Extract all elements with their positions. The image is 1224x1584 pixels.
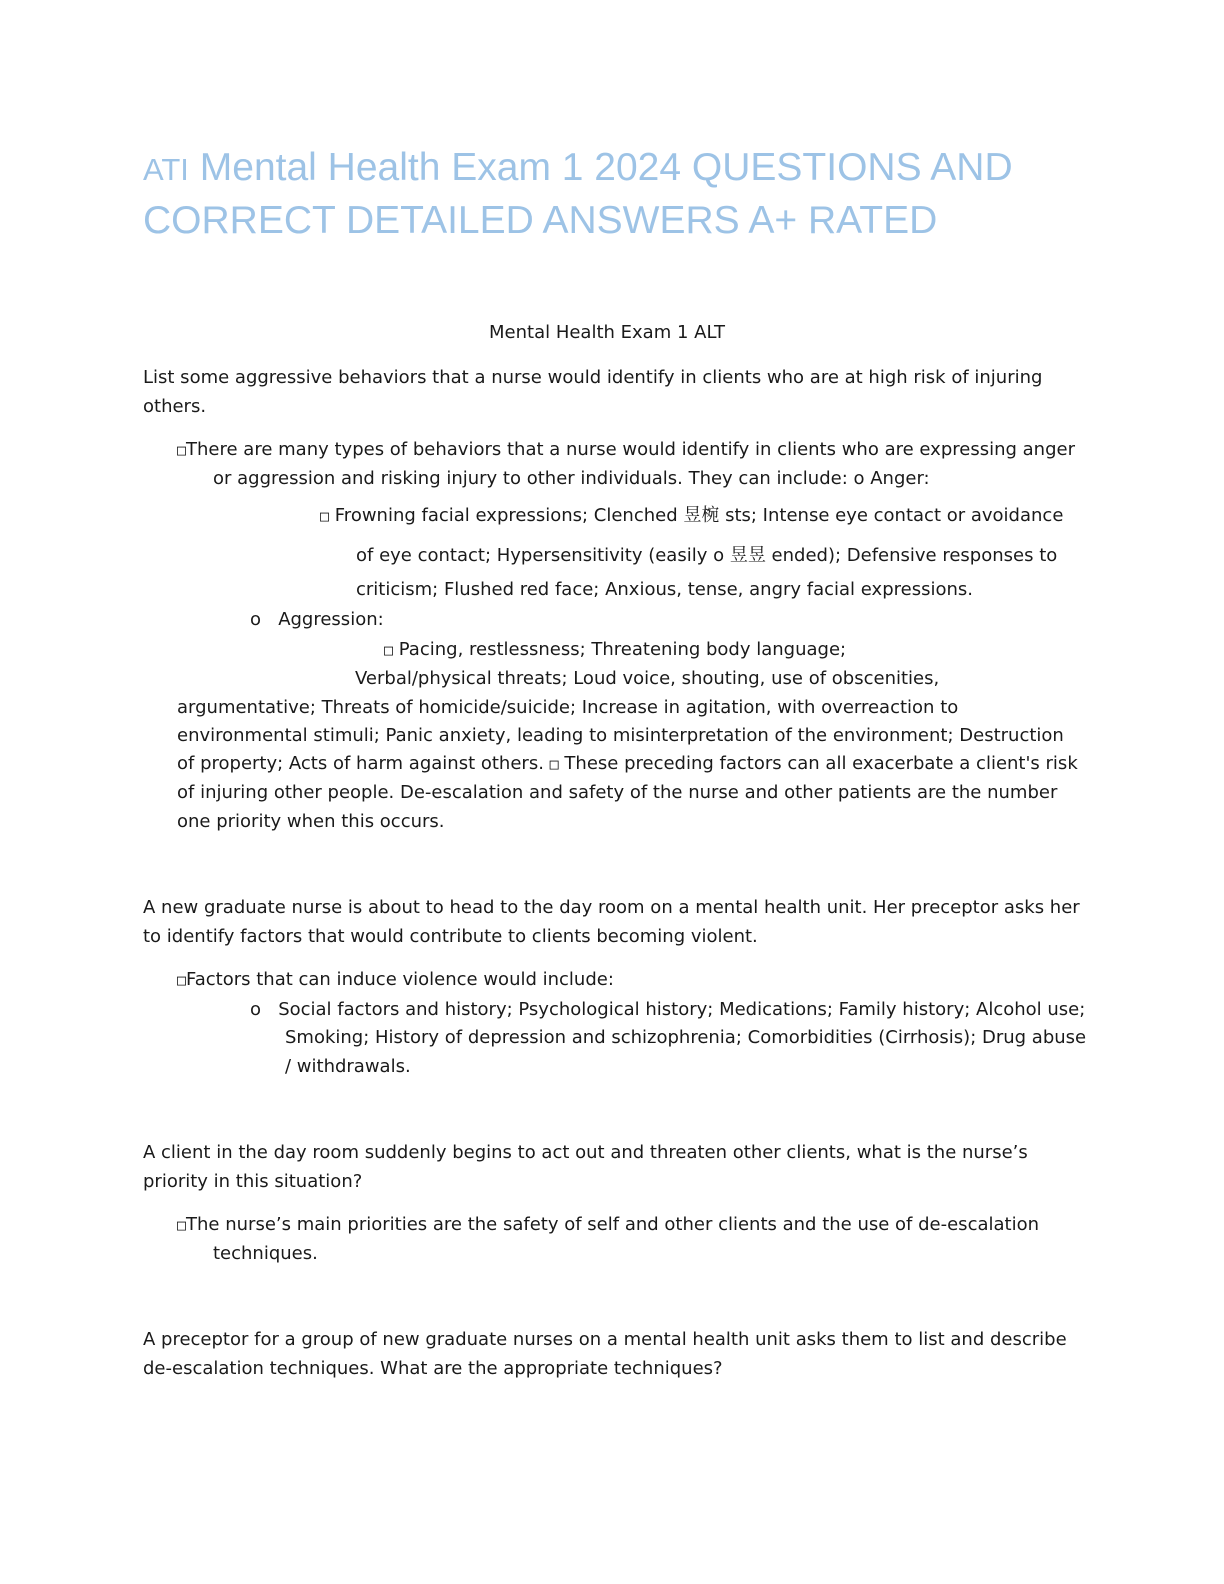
answer-2-sub-line-2: Smoking; History of depression and schizophrenia; Comorbidities (Cirrhosis); Drug abuse xyxy=(285,1027,1087,1048)
square-bullet-icon: □ xyxy=(549,755,559,773)
question-2-line-1: A new graduate nurse is about to head to the day room on a mental health unit. Her preceptor asks her xyxy=(143,897,1080,918)
anger-line-3: criticism; Flushed red face; Anxious, tense, angry facial expressions. xyxy=(356,579,973,600)
square-bullet-icon: □ xyxy=(320,507,330,525)
question-1-line-1: List some aggressive behaviors that a nurse would identify in clients who are at high risk of injuring xyxy=(143,367,1043,388)
aggression-line-5 xyxy=(177,749,1078,779)
title-prefix: ATI xyxy=(143,152,189,187)
aggression-line-4: environmental stimuli; Panic anxiety, leading to misinterpretation of the environment; Destruction xyxy=(177,725,1064,746)
aggression-line-1 xyxy=(384,635,846,665)
answer-2-line-1 xyxy=(177,965,614,995)
aggression-line-3: argumentative; Threats of homicide/suicide; Increase in agitation, with overreaction to xyxy=(177,697,959,718)
aggression-line-6: of injuring other people. De-escalation and safety of the nurse and other patients are the number xyxy=(177,782,1058,803)
circle-bullet-icon: o xyxy=(250,999,262,1020)
answer-2-sub-line-1-text: Social factors and history; Psychological history; Medications; Family history; Alcohol use; xyxy=(278,999,1086,1020)
anger-line-1 xyxy=(320,501,1063,531)
title-line1: Mental Health Exam 1 2024 QUESTIONS AND xyxy=(188,146,1013,189)
aggression-label-text: Aggression: xyxy=(278,609,384,630)
square-bullet-icon: □ xyxy=(177,971,187,989)
question-1-line-2: others. xyxy=(143,396,207,417)
question-3-line-2: priority in this situation? xyxy=(143,1171,363,1192)
aggression-line-1-text: Pacing, restlessness; Threatening body language; xyxy=(398,639,847,660)
aggression-line-5b: These preceding factors can all exacerbate a client's risk xyxy=(564,753,1078,774)
question-4-line-1: A preceptor for a group of new graduate nurses on a mental health unit asks them to list and describe xyxy=(143,1329,1067,1350)
square-bullet-icon: □ xyxy=(177,1216,187,1234)
circle-bullet-icon: o xyxy=(250,609,262,630)
answer-1-line-1 xyxy=(177,435,1075,465)
answer-2-sub-line-1 xyxy=(250,995,1085,1024)
answer-1-line-2: or aggression and risking injury to other individuals. They can include: o Anger: xyxy=(213,468,930,489)
answer-3-line-1 xyxy=(177,1210,1039,1240)
question-2-line-2: to identify factors that would contribute to clients becoming violent. xyxy=(143,926,758,947)
answer-2-sub-line-3: / withdrawals. xyxy=(285,1056,411,1077)
aggression-line-5a: of property; Acts of harm against others. xyxy=(177,753,544,774)
aggression-line-7: one priority when this occurs. xyxy=(177,811,445,832)
anger-line-2: of eye contact; Hypersensitivity (easily o 昱昱 ended); Defensive responses to xyxy=(356,545,1058,566)
document-title xyxy=(143,142,1103,246)
aggression-label xyxy=(250,605,384,634)
square-bullet-icon: □ xyxy=(177,441,187,459)
answer-1-line-1-text: There are many types of behaviors that a nurse would identify in clients who are expressing anger xyxy=(186,439,1075,460)
answer-3-line-1-text: The nurse’s main priorities are the safety of self and other clients and the use of de-escalation xyxy=(186,1214,1040,1235)
anger-line-1-text: Frowning facial expressions; Clenched 昱椀 sts; Intense eye contact or avoidance xyxy=(334,505,1064,526)
question-3-line-1: A client in the day room suddenly begins to act out and threaten other clients, what is the nurse’s xyxy=(143,1142,1028,1163)
title-line2: CORRECT DETAILED ANSWERS A+ RATED xyxy=(143,199,938,242)
answer-3-line-2: techniques. xyxy=(213,1243,318,1264)
document-subtitle: Mental Health Exam 1 ALT xyxy=(489,322,725,343)
question-4-line-2: de-escalation techniques. What are the appropriate techniques? xyxy=(143,1358,723,1379)
square-bullet-icon: □ xyxy=(384,641,394,659)
aggression-line-2: Verbal/physical threats; Loud voice, shouting, use of obscenities, xyxy=(355,668,940,689)
answer-2-line-1-text: Factors that can induce violence would include: xyxy=(186,969,614,990)
